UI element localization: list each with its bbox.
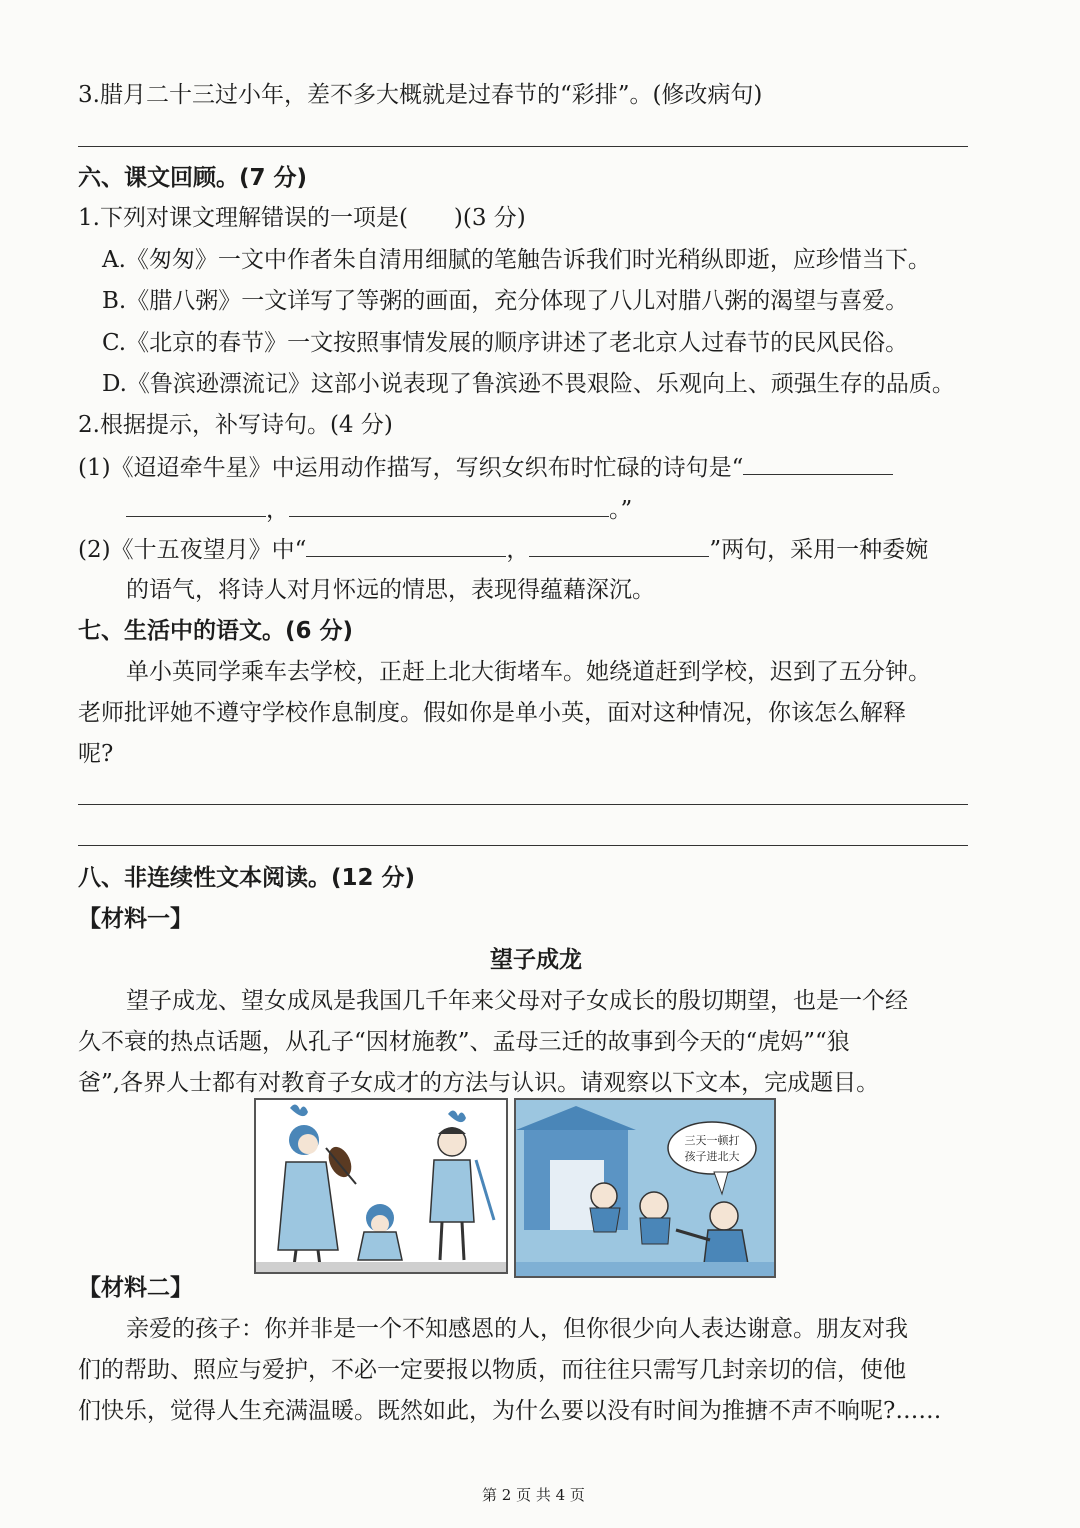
material-1-paragraph-line1: 望子成龙、望女成凤是我国几千年来父母对子女成长的殷切期望，也是一个经	[126, 988, 908, 1014]
section-8-title: 八、非连续性文本阅读。(12 分)	[78, 865, 416, 891]
material-1-title: 望子成龙	[490, 947, 582, 973]
comma: ，	[506, 537, 530, 563]
speech-bubble-line1: 三天一顿打	[684, 1134, 740, 1147]
answer-line[interactable]	[78, 845, 968, 846]
poem-blank-3[interactable]	[289, 494, 609, 517]
question-6-2-2	[78, 534, 928, 565]
option-c: C.《北京的春节》一文按照事情发展的顺序讲述了老北京人过春节的民风民俗。	[102, 330, 909, 356]
question-6-2-1-text: (1)《迢迢牵牛星》中运用动作描写，写织女织布时忙碌的诗句是“	[78, 455, 744, 481]
question-6-2-2-text: (2)《十五夜望月》中“	[78, 537, 307, 563]
question-6-1: 1.下列对课文理解错误的一项是( )(3 分)	[78, 205, 526, 231]
question-6-2-1-line2	[126, 494, 632, 525]
comma: ，	[266, 497, 289, 523]
option-a: A.《匆匆》一文中作者朱自清用细腻的笔触告诉我们时光稍纵即逝，应珍惜当下。	[102, 247, 931, 273]
cartoon-parents-illustration	[256, 1100, 506, 1272]
cartoon-beating-to-university	[514, 1098, 776, 1278]
material-2-paragraph-line3: 们快乐，觉得人生充满温暖。既然如此，为什么要以没有时间为推搪不声不响呢?……	[78, 1398, 942, 1424]
cartoon-parents-pressure	[254, 1098, 508, 1274]
material-2-paragraph-line1: 亲爱的孩子：你并非是一个不知感恩的人，但你很少向人表达谢意。朋友对我	[126, 1316, 908, 1342]
sec7-paragraph-line2: 老师批评她不遵守学校作息制度。假如你是单小英，面对这种情况，你该怎么解释	[78, 700, 906, 726]
page-number-footer: 第 2 页 共 4 页	[482, 1486, 585, 1504]
option-d: D.《鲁滨逊漂流记》这部小说表现了鲁滨逊不畏艰险、乐观向上、顽强生存的品质。	[102, 371, 955, 397]
question-6-2-1	[78, 452, 893, 483]
option-b: B.《腊八粥》一文详写了等粥的画面，充分体现了八儿对腊八粥的渴望与喜爱。	[102, 288, 909, 314]
sec7-paragraph-line3: 呢?	[78, 741, 114, 767]
material-1-label: 【材料一】	[78, 906, 193, 932]
answer-line[interactable]	[78, 804, 968, 805]
material-1-paragraph-line3: 爸”,各界人士都有对教育子女成才的方法与认识。请观察以下文本，完成题目。	[78, 1070, 880, 1096]
material-1-paragraph-line2: 久不衰的热点话题，从孔子“因材施教”、孟母三迁的故事到今天的“虎妈”“狼	[78, 1029, 850, 1055]
cartoon-university-gate-illustration	[516, 1100, 774, 1276]
question-6-2-2-post: ”两句，采用一种委婉	[709, 537, 929, 563]
poem-blank-2[interactable]	[126, 494, 266, 517]
question-6-2: 2.根据提示，补写诗句。(4 分)	[78, 412, 393, 438]
question-5-3: 3.腊月二十三过小年，差不多大概就是过春节的“彩排”。(修改病句)	[78, 82, 763, 108]
speech-bubble-line2: 孩子进北大	[684, 1150, 740, 1163]
material-2-paragraph-line2: 们的帮助、照应与爱护，不必一定要报以物质，而往往只需写几封亲切的信，使他	[78, 1357, 906, 1383]
sec7-paragraph-line1: 单小英同学乘车去学校，正赶上北大街堵车。她绕道赶到学校，迟到了五分钟。	[126, 659, 931, 685]
section-7-title: 七、生活中的语文。(6 分)	[78, 618, 354, 644]
answer-line[interactable]	[78, 146, 968, 147]
poem-blank-5[interactable]	[529, 534, 709, 557]
question-6-2-2-line2: 的语气，将诗人对月怀远的情思，表现得蕴藉深沉。	[126, 577, 655, 603]
poem-blank-1[interactable]	[743, 452, 893, 475]
section-6-title: 六、课文回顾。(7 分)	[78, 165, 308, 191]
material-2-label: 【材料二】	[78, 1275, 193, 1301]
poem-blank-4[interactable]	[306, 534, 506, 557]
closing-quote: 。”	[609, 497, 633, 523]
